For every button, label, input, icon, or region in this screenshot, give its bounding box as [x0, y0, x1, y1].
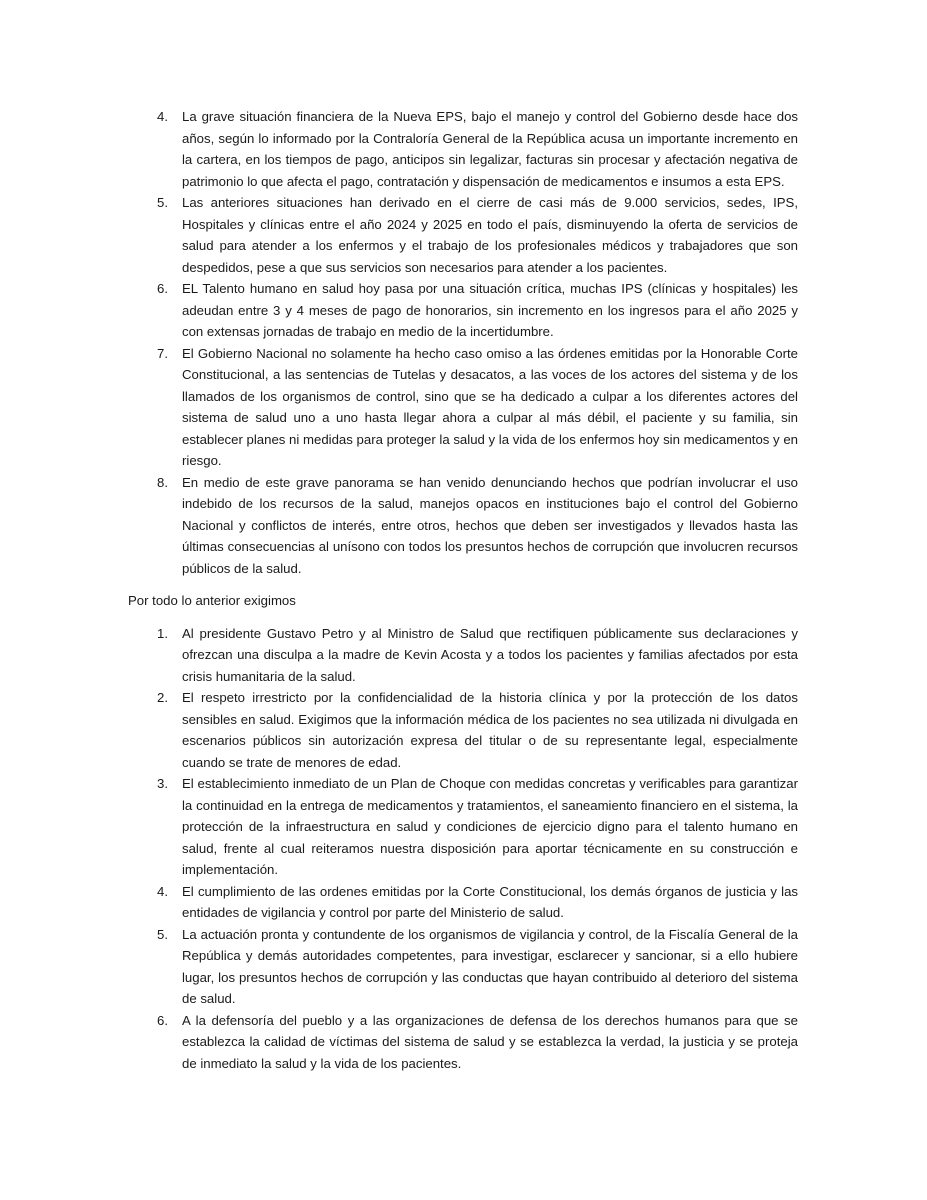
- item-text: El cumplimiento de las ordenes emitidas por la Corte Constitucional, los demás órganos de justicia y las entidades de vigilancia y control por parte del Ministerio de salud.: [182, 883, 798, 920]
- list-item: [128, 192, 798, 278]
- item-text: A la defensoría del pueblo y a las organizaciones de defensa de los derechos humanos para que se establezca la calidad de víctimas del sistema de salud y se establezca la verdad, la justicia y se proteja de inmediato la salud y la vida de los pacientes.: [182, 1012, 798, 1071]
- item-text: En medio de este grave panorama se han venido denunciando hechos que podrían involucrar el uso indebido de los recursos de la salud, manejos opacos en instituciones bajo el control del Gobierno Nacional y conflictos de interés, entre otros, hechos que deben ser investigados y llevados hasta las últimas consecuencias al unísono con todos los presuntos hechos de corrupción que involucren recursos públicos de la salud.: [182, 474, 798, 576]
- intro-paragraph: Por todo lo anterior exigimos: [128, 593, 296, 608]
- item-number: 8.: [157, 474, 168, 490]
- item-number: 4.: [157, 109, 168, 124]
- item-text: Al presidente Gustavo Petro y al Ministro de Salud que rectifiquen públicamente sus declaraciones y ofrezcan una disculpa a la madre de Kevin Acosta y a todos los pacientes y familias afectados por esta crisis humanitaria de la salud.: [182, 625, 798, 684]
- situation-list: [128, 106, 798, 579]
- item-number: 1.: [157, 625, 168, 641]
- demands-list: [128, 623, 798, 1075]
- list-item: [128, 687, 798, 773]
- list-item: [128, 1010, 798, 1075]
- item-text: La actuación pronta y contundente de los organismos de vigilancia y control, de la Fiscalía General de la República y demás autoridades competentes, para investigar, esclarecer y sancionar, si a ello hubiere lugar, los presuntos hechos de corrupción y las conductas que hayan contribuido al deterioro del sistema de salud.: [182, 926, 798, 1006]
- item-number: 6.: [157, 281, 168, 296]
- item-text: El establecimiento inmediato de un Plan de Choque con medidas concretas y verificables para garantizar la continuidad en la entrega de medicamentos y tratamientos, el saneamiento financiero en el sistema, la protección de la infraestructura en salud y condiciones de ejercicio digno para el talento humano en salud, frente al cual reiteramos nuestra disposición para aportar técnicamente en su construcción e implementación.: [182, 776, 798, 877]
- item-text: La grave situación financiera de la Nueva EPS, bajo el manejo y control del Gobierno desde hace dos años, según lo informado por la Contraloría General de la República acusa un importante incremento en la cartera, en los tiempos de pago, anticipos sin legalizar, facturas sin procesar y afectación negativa de patrimonio lo que afecta el pago, contratación y dispensación de medicamentos e insumos a esta EPS.: [182, 109, 798, 189]
- document-page: [128, 106, 798, 1074]
- item-text: El Gobierno Nacional no solamente ha hecho caso omiso a las órdenes emitidas por la Honorable Corte Constitucional, a las sentencias de Tutelas y desacatos, a las voces de los actores del sistema y de los llamados de los organismos de control, sino que se ha dedicado a culpar a los diferentes actores del sistema de salud uno a uno hasta llegar ahora a culpar al más débil, el paciente y su familia, sin establecer planes ni medidas para proteger la salud y la vida de los enfermos hoy sin medicamentos y en riesgo.: [182, 345, 798, 468]
- item-text: Las anteriores situaciones han derivado en el cierre de casi más de 9.000 servicios, sedes, IPS, Hospitales y clínicas entre el año 2024 y 2025 en todo el país, disminuyendo la oferta de servicios de salud para atender a los enfermos y el trabajo de los profesionales médicos y trabajadores que son despedidos, pese a que sus servicios son necesarios para atender a los pacientes.: [182, 195, 798, 275]
- item-number: 2.: [157, 690, 168, 705]
- list-item: [128, 278, 798, 343]
- list-item: [128, 472, 798, 580]
- list-item: [128, 924, 798, 1010]
- list-item: [128, 773, 798, 881]
- list-item: [128, 343, 798, 472]
- list-item: [128, 106, 798, 192]
- item-number: 5.: [157, 195, 168, 210]
- item-number: 3.: [157, 776, 168, 791]
- list-item: [128, 881, 798, 924]
- item-number: 5.: [157, 926, 168, 942]
- item-number: 7.: [157, 345, 168, 361]
- item-text: El respeto irrestricto por la confidencialidad de la historia clínica y por la protección de los datos sensibles en salud. Exigimos que la información médica de los pacientes no sea utilizada ni divulgada en escenarios públicos sin autorización expresa del titular o de su representante legal, especialmente cuando se trate de menores de edad.: [182, 690, 798, 770]
- item-text: EL Talento humano en salud hoy pasa por una situación crítica, muchas IPS (clínicas y hospitales) les adeudan entre 3 y 4 meses de pago de honorarios, sin incremento en los ingresos para el año 2025 y con extensas jornadas de trabajo en medio de la incertidumbre.: [182, 281, 798, 339]
- item-number: 6.: [157, 1012, 168, 1028]
- list-item: [128, 623, 798, 688]
- item-number: 4.: [157, 883, 168, 899]
